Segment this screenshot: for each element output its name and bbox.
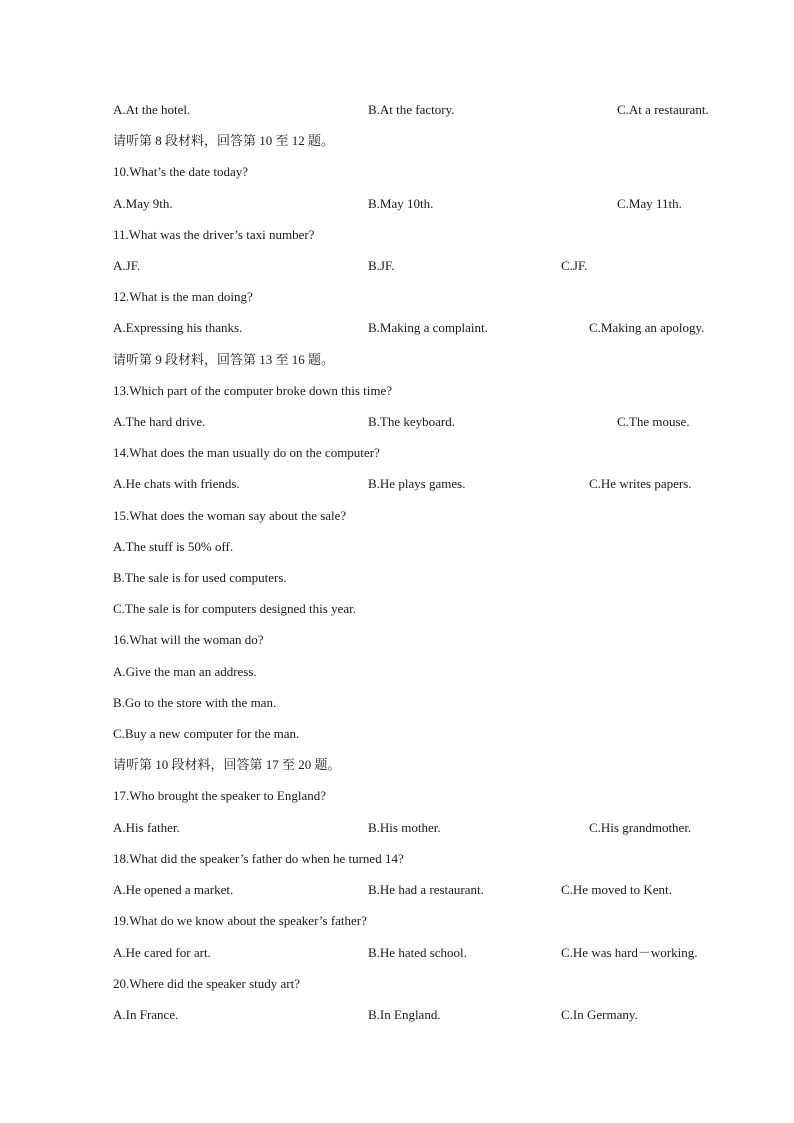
option-c: C.May 11th.: [617, 196, 682, 211]
option-c: C.Making an apology.: [589, 320, 705, 335]
option-a: A.At the hotel.: [113, 102, 191, 117]
option-b: B.At the factory.: [368, 102, 455, 117]
option-c: C.At a restaurant.: [617, 102, 709, 117]
question-line: 15.What does the woman say about the sale?: [113, 508, 347, 523]
option-a: A.His father.: [113, 820, 180, 835]
question-line: 11.What was the driver’s taxi number?: [113, 227, 315, 242]
question-line: C.Buy a new computer for the man.: [113, 726, 300, 741]
question-line: A.Give the man an address.: [113, 664, 257, 679]
option-b: B.He hated school.: [368, 945, 467, 960]
option-c: C.His grandmother.: [589, 820, 692, 835]
option-b: B.In England.: [368, 1007, 441, 1022]
option-b: B.The keyboard.: [368, 414, 456, 429]
question-line: 20.Where did the speaker study art?: [113, 976, 300, 991]
question-line: 19.What do we know about the speaker’s father?: [113, 913, 367, 928]
option-a: A.In France.: [113, 1007, 179, 1022]
option-c: C.JF.: [561, 258, 588, 273]
question-line: C.The sale is for computers designed this year.: [113, 601, 356, 616]
section-instruction: 请听第 9 段材料，回答第 13 至 16 题。: [113, 352, 335, 367]
option-b: B.He plays games.: [368, 476, 466, 491]
question-line: 18.What did the speaker’s father do when he turned 14?: [113, 851, 404, 866]
question-line: 16.What will the woman do?: [113, 632, 264, 647]
option-b: B.JF.: [368, 258, 395, 273]
option-a: A.JF.: [113, 258, 141, 273]
option-c: C.He was hard－working.: [561, 945, 698, 960]
option-c: C.In Germany.: [561, 1007, 638, 1022]
section-instruction: 请听第 8 段材料，回答第 10 至 12 题。: [113, 133, 335, 148]
option-a: A.He opened a market.: [113, 882, 234, 897]
question-line: B.The sale is for used computers.: [113, 570, 287, 585]
question-line: 17.Who brought the speaker to England?: [113, 788, 326, 803]
option-a: A.May 9th.: [113, 196, 173, 211]
option-b: B.May 10th.: [368, 196, 434, 211]
option-b: B.Making a complaint.: [368, 320, 488, 335]
section-instruction: 请听第 10 段材料，回答第 17 至 20 题。: [113, 757, 341, 772]
question-line: B.Go to the store with the man.: [113, 695, 277, 710]
question-line: 12.What is the man doing?: [113, 289, 253, 304]
question-line: 13.Which part of the computer broke down this time?: [113, 383, 393, 398]
option-b: B.His mother.: [368, 820, 441, 835]
option-a: A.The hard drive.: [113, 414, 206, 429]
option-c: C.The mouse.: [617, 414, 690, 429]
option-b: B.He had a restaurant.: [368, 882, 484, 897]
option-a: A.He cared for art.: [113, 945, 211, 960]
question-line: 10.What’s the date today?: [113, 164, 249, 179]
question-line: A.The stuff is 50% off.: [113, 539, 234, 554]
option-c: C.He writes papers.: [589, 476, 692, 491]
option-c: C.He moved to Kent.: [561, 882, 672, 897]
option-a: A.He chats with friends.: [113, 476, 240, 491]
option-a: A.Expressing his thanks.: [113, 320, 243, 335]
question-line: 14.What does the man usually do on the computer?: [113, 445, 380, 460]
